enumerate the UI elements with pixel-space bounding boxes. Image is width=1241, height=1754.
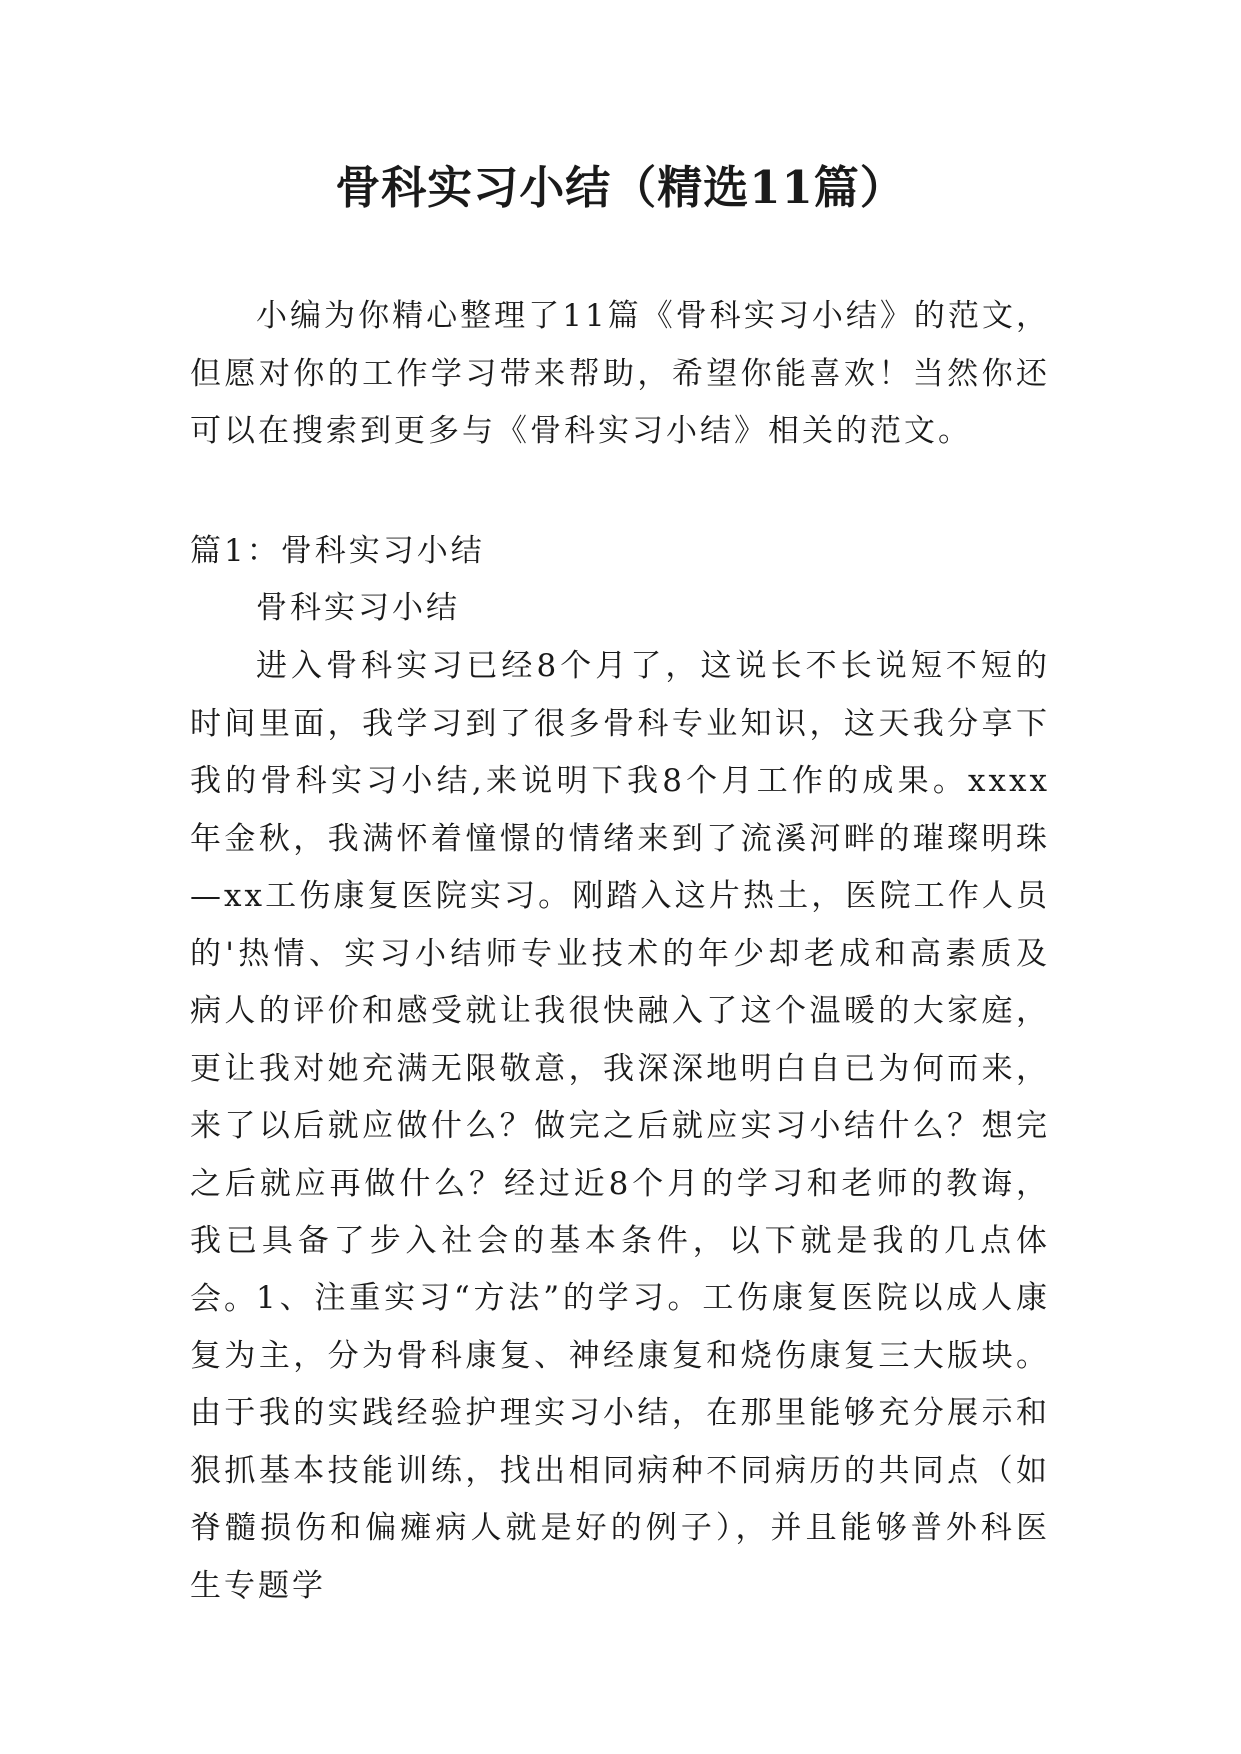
section-heading: 篇1：骨科实习小结: [190, 533, 485, 569]
document-title: 骨科实习小结（精选11篇）: [335, 161, 906, 214]
body-paragraph-1: 进入骨科实习已经8个月了，这说长不长说短不短的时间里面，我学习到了很多骨科专业知识，这天我分享下我的骨科实习小结,来说明下我8个月工作的成果。xxxx年金秋，我满怀着憧憬的情绪来到了流溪河畔的璀璨明珠—xx工伤康复医院实习。刚踏入这片热土，医院工作人员的'热情、实习小结师专业技术的年少却老成和高素质及病人的评价和感受就让我很快融入了这个温暖的大家庭，更让我对她充满无限敬意，我深深地明白自已为何而来，来了以后就应做什么？做完之后就应实习小结什么？想完之后就应再做什么？经过近8个月的学习和老师的教诲，我已具备了步入社会的基本条件，以下就是我的几点体会。: [190, 648, 1050, 1317]
intro-paragraph: 小编为你精心整理了11篇《骨科实习小结》的范文，但愿对你的工作学习带来帮助，希望你能喜欢！当然你还可以在搜索到更多与《骨科实习小结》相关的范文。: [190, 298, 1050, 449]
section-subtitle: 骨科实习小结: [256, 590, 460, 626]
body-paragraph-2: 1、注重实习“方法”的学习。工伤康复医院以成人康复为主，分为骨科康复、神经康复和烧伤康复三大版块。由于我的实践经验护理实习小结，在那里能够充分展示和狠抓基本技能训练，找出相同病种不同病历的共同点（如脊髓损伤和偏瘫病人就是好的例子），并且能够普外科医生专题学: [190, 1280, 1050, 1604]
